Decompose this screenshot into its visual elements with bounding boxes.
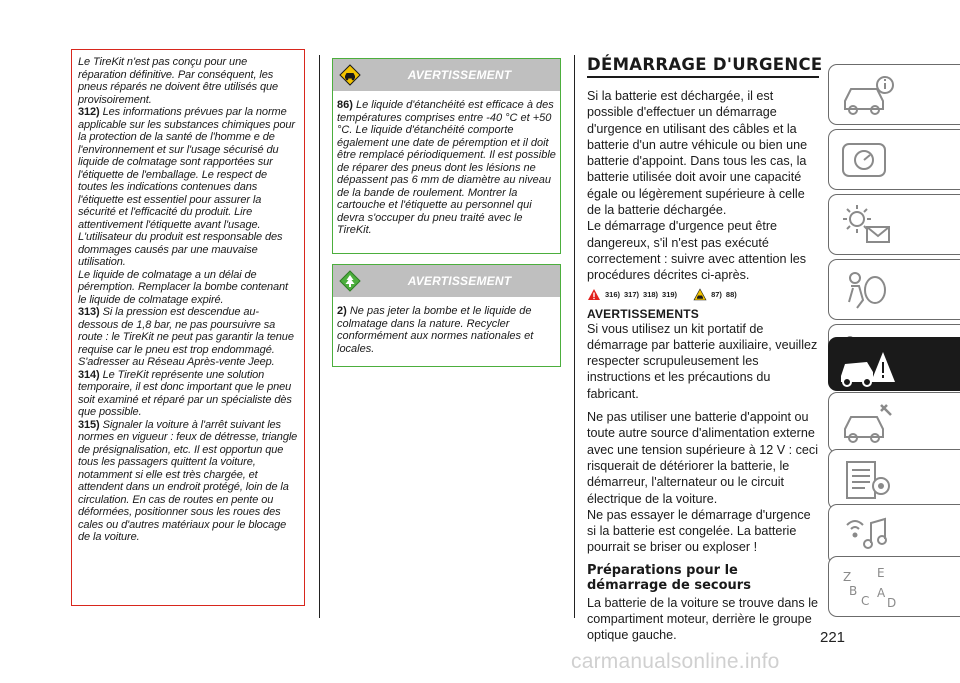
svg-text:C: C	[861, 594, 870, 608]
emergency-car-icon	[837, 344, 899, 392]
column-divider	[574, 55, 575, 618]
chapter-tab-car-info[interactable]	[828, 64, 960, 125]
warnings-subheading: AVERTISSEMENTS	[587, 306, 699, 321]
note-paragraph: Le liquide de colmatage a un délai de péremption. Remplacer la bombe contenant le liquide de colmatage expiré.	[78, 268, 289, 306]
column-divider	[319, 55, 320, 618]
ref-319: 319)	[662, 289, 678, 299]
index-icon	[837, 563, 899, 611]
chapter-tab-dashboard[interactable]	[828, 129, 960, 190]
car-caution-icon	[693, 288, 707, 301]
ref-316: 316)	[605, 289, 621, 299]
multimedia-icon	[837, 511, 899, 559]
ref-88: 88)	[725, 289, 737, 299]
chapter-tab-maintenance[interactable]	[828, 392, 960, 453]
technical-data-icon	[837, 456, 899, 504]
lights-message-icon	[837, 201, 899, 249]
intro-paragraph-2: Le démarrage d'urgence peut être dangereux, s'il n'est pas exécuté correctement : suivre avec attention les procédures décrites ci-après.	[587, 219, 807, 283]
reference-marks	[587, 288, 819, 301]
note-paragraph-314: 314) Le TireKit représente une solution temporaire, il est donc important que le pneu soit examiné et réparé par un spécialiste dès que possible.	[78, 368, 292, 418]
warning-notes-box	[71, 49, 305, 606]
warning-paragraph-2: Ne pas utiliser une batterie d'appoint ou toute autre source d'alimentation externe avec une tension supérieure à 12 V : ceci risquerait de détériorer la batterie, le démarreur, l'alternateur ou le circuit électrique de la voiture.	[587, 410, 819, 506]
note-paragraph-312: 312) Les informations prévues par la norme applicable sur les substances chimiques pour la protection de la santé de l'homme e de l'environnement et sur l'usage sécurisé du liquide de colmatage sont rapportées sur l'étiquette de l'emballage. Le respect de toutes les indications contenues dans l'étiquette est essentiel pour assurer la sécurité et l'efficacité du produit. Lire attentivement l'étiquette avant l'usage. L'utilisateur du produit est responsable des dommages causés par une mauvaise utilisation.	[78, 106, 295, 268]
page-number: 221	[820, 629, 846, 646]
chapter-tab-technical[interactable]	[828, 449, 960, 510]
ref-317: 317)	[624, 289, 640, 299]
note-paragraph: Le TireKit n'est pas conçu pour une réparation définitive. Par conséquent, les pneus réparés ne doivent être utilisés que provisoirement.	[78, 56, 279, 106]
warning-paragraph-3: Ne pas essayer le démarrage d'urgence si la batterie est congelée. La batterie pourrait se briser ou exploser !	[587, 507, 811, 555]
warning-text-86: 86) Le liquide d'étanchéité est efficace à des températures comprises entre -40 °C et +50 °C. Le liquide d'étanchéité comporte également une date de péremption et il doit être remplacé périodiquement. Il est possible de réparer des pneus dont les lésions ne dépassent pas 6 mm de diamètre au niveau de la bande de roulement. Montrer la cartouche et l'étiquette au personnel qui devra s'occuper du pneu traité avec le TireKit.	[337, 99, 556, 236]
intro-paragraph: Si la batterie est déchargée, il est possible d'effectuer un démarrage d'urgence en utilisant des câbles et la batterie d'un autre véhicule ou bien une batterie d'appoint. Dans tous les cas, la batterie utilisée doit avoir une capacité égale ou légèrement supérieure à celle de la batterie déchargée.	[587, 89, 808, 218]
warning-title: AVERTISSEMENT	[407, 274, 512, 288]
warning-text-2: 2) Ne pas jeter la bombe et le liquide de colmatage dans la nature. Recycler conformément aux normes nationales et locales.	[337, 305, 534, 355]
warning-header	[333, 265, 560, 297]
warning-box-86	[332, 58, 561, 254]
chapter-tab-index[interactable]	[828, 556, 960, 617]
main-text-column	[587, 55, 823, 644]
watermark: carmanualsonline.info	[571, 650, 780, 673]
warning-triangle-icon	[587, 288, 601, 301]
maintenance-icon	[837, 399, 899, 447]
chapter-tab-lights[interactable]	[828, 194, 960, 255]
svg-text:E: E	[877, 566, 885, 580]
ref-87: 87)	[711, 289, 722, 299]
note-paragraph-313: 313) Si la pression est descendue au-dessous de 1,8 bar, ne pas poursuivre sa route : le TireKit ne peut pas garantir la tenue requise car le pneu est trop endommagé. S'adresser au Réseau Après-vente Jeep.	[78, 306, 294, 368]
section-paragraph: La batterie de la voiture se trouve dans le compartiment moteur, derrière le groupe optique gauche.	[587, 595, 819, 643]
warning-box-2	[332, 264, 561, 367]
note-paragraph-315: 315) Signaler la voiture à l'arrêt suivant les normes en vigueur : feux de détresse, triangle de présignalisation, etc. Il est opportun que tous les passagers quittent la voiture, notamment si elle est très chargée, et attendent dans un endroit protégé, loin de la circulation. En cas de routes en pente ou déformées, positionner sous les roues des cales ou d'autres matériaux pour le blocage de la voiture.	[78, 418, 298, 543]
svg-text:D: D	[887, 596, 897, 610]
warning-header	[333, 59, 560, 91]
dashboard-icon	[837, 136, 899, 184]
svg-text:Z: Z	[843, 570, 852, 584]
car-info-icon	[837, 71, 899, 119]
page-title: DÉMARRAGE D'URGENCE	[587, 55, 819, 78]
airbag-safety-icon	[837, 266, 899, 314]
warning-title: AVERTISSEMENT	[407, 68, 512, 82]
warning-paragraph-1: Si vous utilisez un kit portatif de démarrage par batterie auxiliaire, veuillez respecter scrupuleusement les instructions et les précautions du fabricant.	[587, 321, 818, 401]
svg-text:A: A	[877, 586, 886, 600]
chapter-tab-safety[interactable]	[828, 259, 960, 320]
svg-text:B: B	[849, 584, 858, 598]
chapter-tab-emergency[interactable]	[828, 337, 960, 391]
section-heading: Préparations pour le démarrage de secours	[587, 562, 751, 593]
ref-318: 318)	[643, 289, 659, 299]
